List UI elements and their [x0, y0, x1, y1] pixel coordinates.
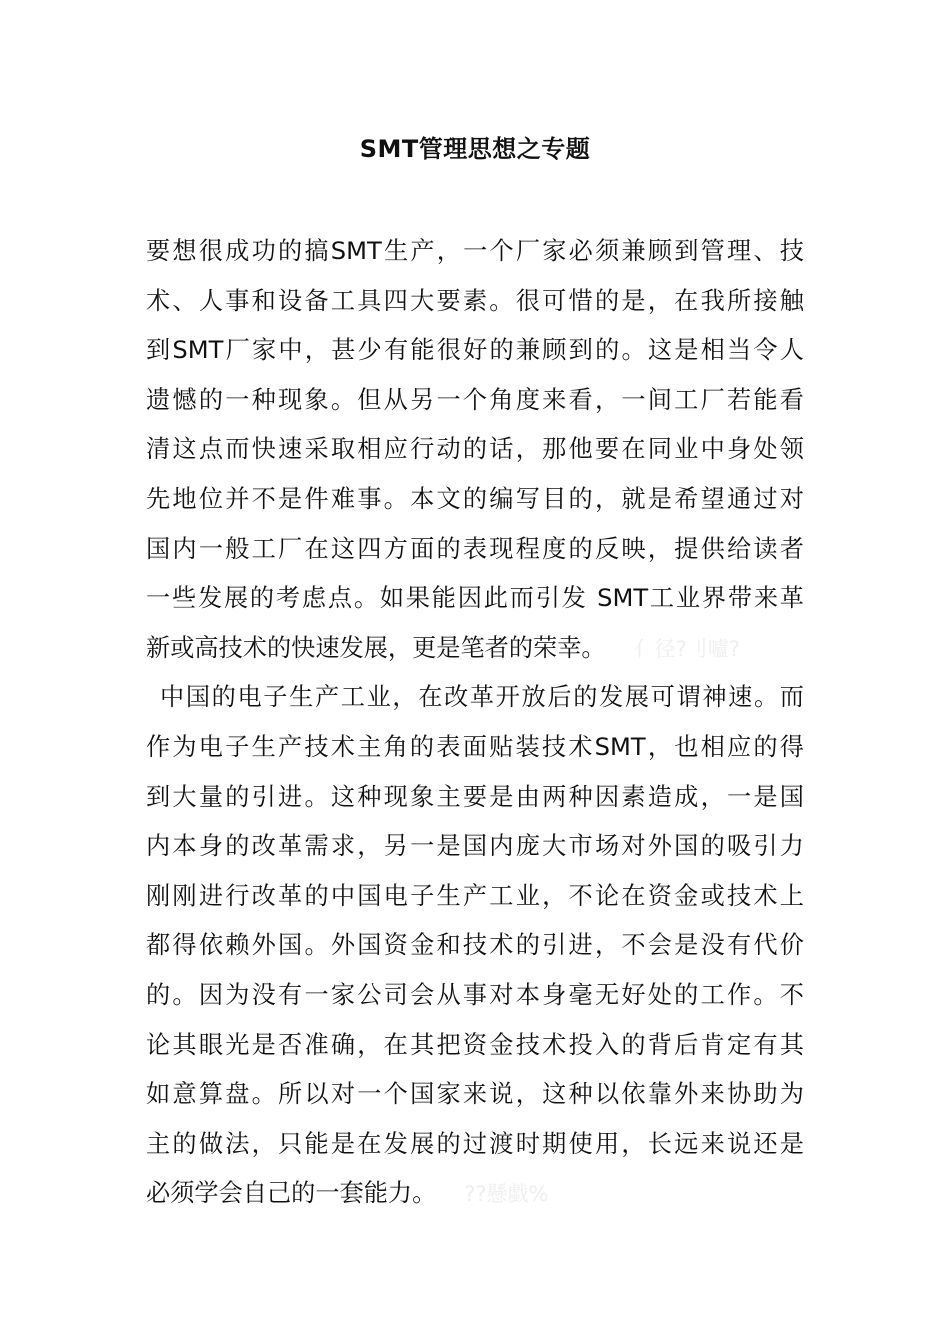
text-line: 到SMT厂家中，甚少有能很好的兼顾到的。这是相当令人	[146, 336, 804, 365]
text-line: 主的做法，只能是在发展的过渡时期使用，长远来说还是	[146, 1129, 804, 1158]
text-line: 国内一般工厂在这四方面的表现程度的反映，提供给读者	[146, 534, 804, 563]
text-line: 术、人事和设备工具四大要素。很可惜的是，在我所接触	[146, 286, 804, 315]
text-line: 到大量的引进。这种现象主要是由两种因素造成，一是国	[146, 782, 804, 811]
text-line: 都得依赖外国。外国资金和技术的引进，不会是没有代价	[146, 931, 804, 960]
faint-watermark-text: ??懸戱%	[464, 1182, 549, 1207]
text-line-last	[146, 1169, 804, 1219]
text-line: 内本身的改革需求，另一是国内庞大市场对外国的吸引力	[146, 832, 804, 861]
text-line: 要想很成功的搞SMT生产，一个厂家必须兼顾到管理、技	[146, 237, 804, 265]
paragraph-2	[146, 673, 804, 1219]
faint-watermark-text: 亻径?刂嚧?	[633, 636, 740, 661]
text-line: 刚刚进行改革的中国电子生产工业，不论在资金或技术上	[146, 881, 804, 910]
text-line: 的。因为没有一家公司会从事对本身毫无好处的工作。不	[146, 980, 804, 1009]
document-title: SMT管理思想之专题	[359, 135, 591, 163]
text-line: 论其眼光是否准确，在其把资金技术投入的背后肯定有其	[146, 1030, 804, 1059]
text-line-content: 必须学会自己的一套能力。	[146, 1179, 437, 1208]
text-line: 清这点而快速采取相应行动的话，那他要在同业中身处领	[146, 435, 804, 464]
text-line: 如意算盘。所以对一个国家来说，这种以依靠外来协助为	[146, 1080, 804, 1109]
text-line-last	[146, 624, 804, 674]
paragraph-1	[146, 227, 804, 673]
document-body	[146, 227, 804, 1219]
text-line: 一些发展的考虑点。如果能因此而引发 SMT工业界带来革	[146, 584, 804, 613]
text-line: 先地位并不是件难事。本文的编写目的，就是希望通过对	[146, 484, 804, 513]
text-line: 遗憾的一种现象。但从另一个角度来看，一间工厂若能看	[146, 385, 804, 414]
text-line: 作为电子生产技术主角的表面贴装技术SMT，也相应的得	[146, 732, 804, 761]
text-line: 中国的电子生产工业，在改革开放后的发展可谓神速。而	[160, 683, 804, 712]
text-line-content: 新或高技术的快速发展，更是笔者的荣幸。	[146, 633, 606, 662]
